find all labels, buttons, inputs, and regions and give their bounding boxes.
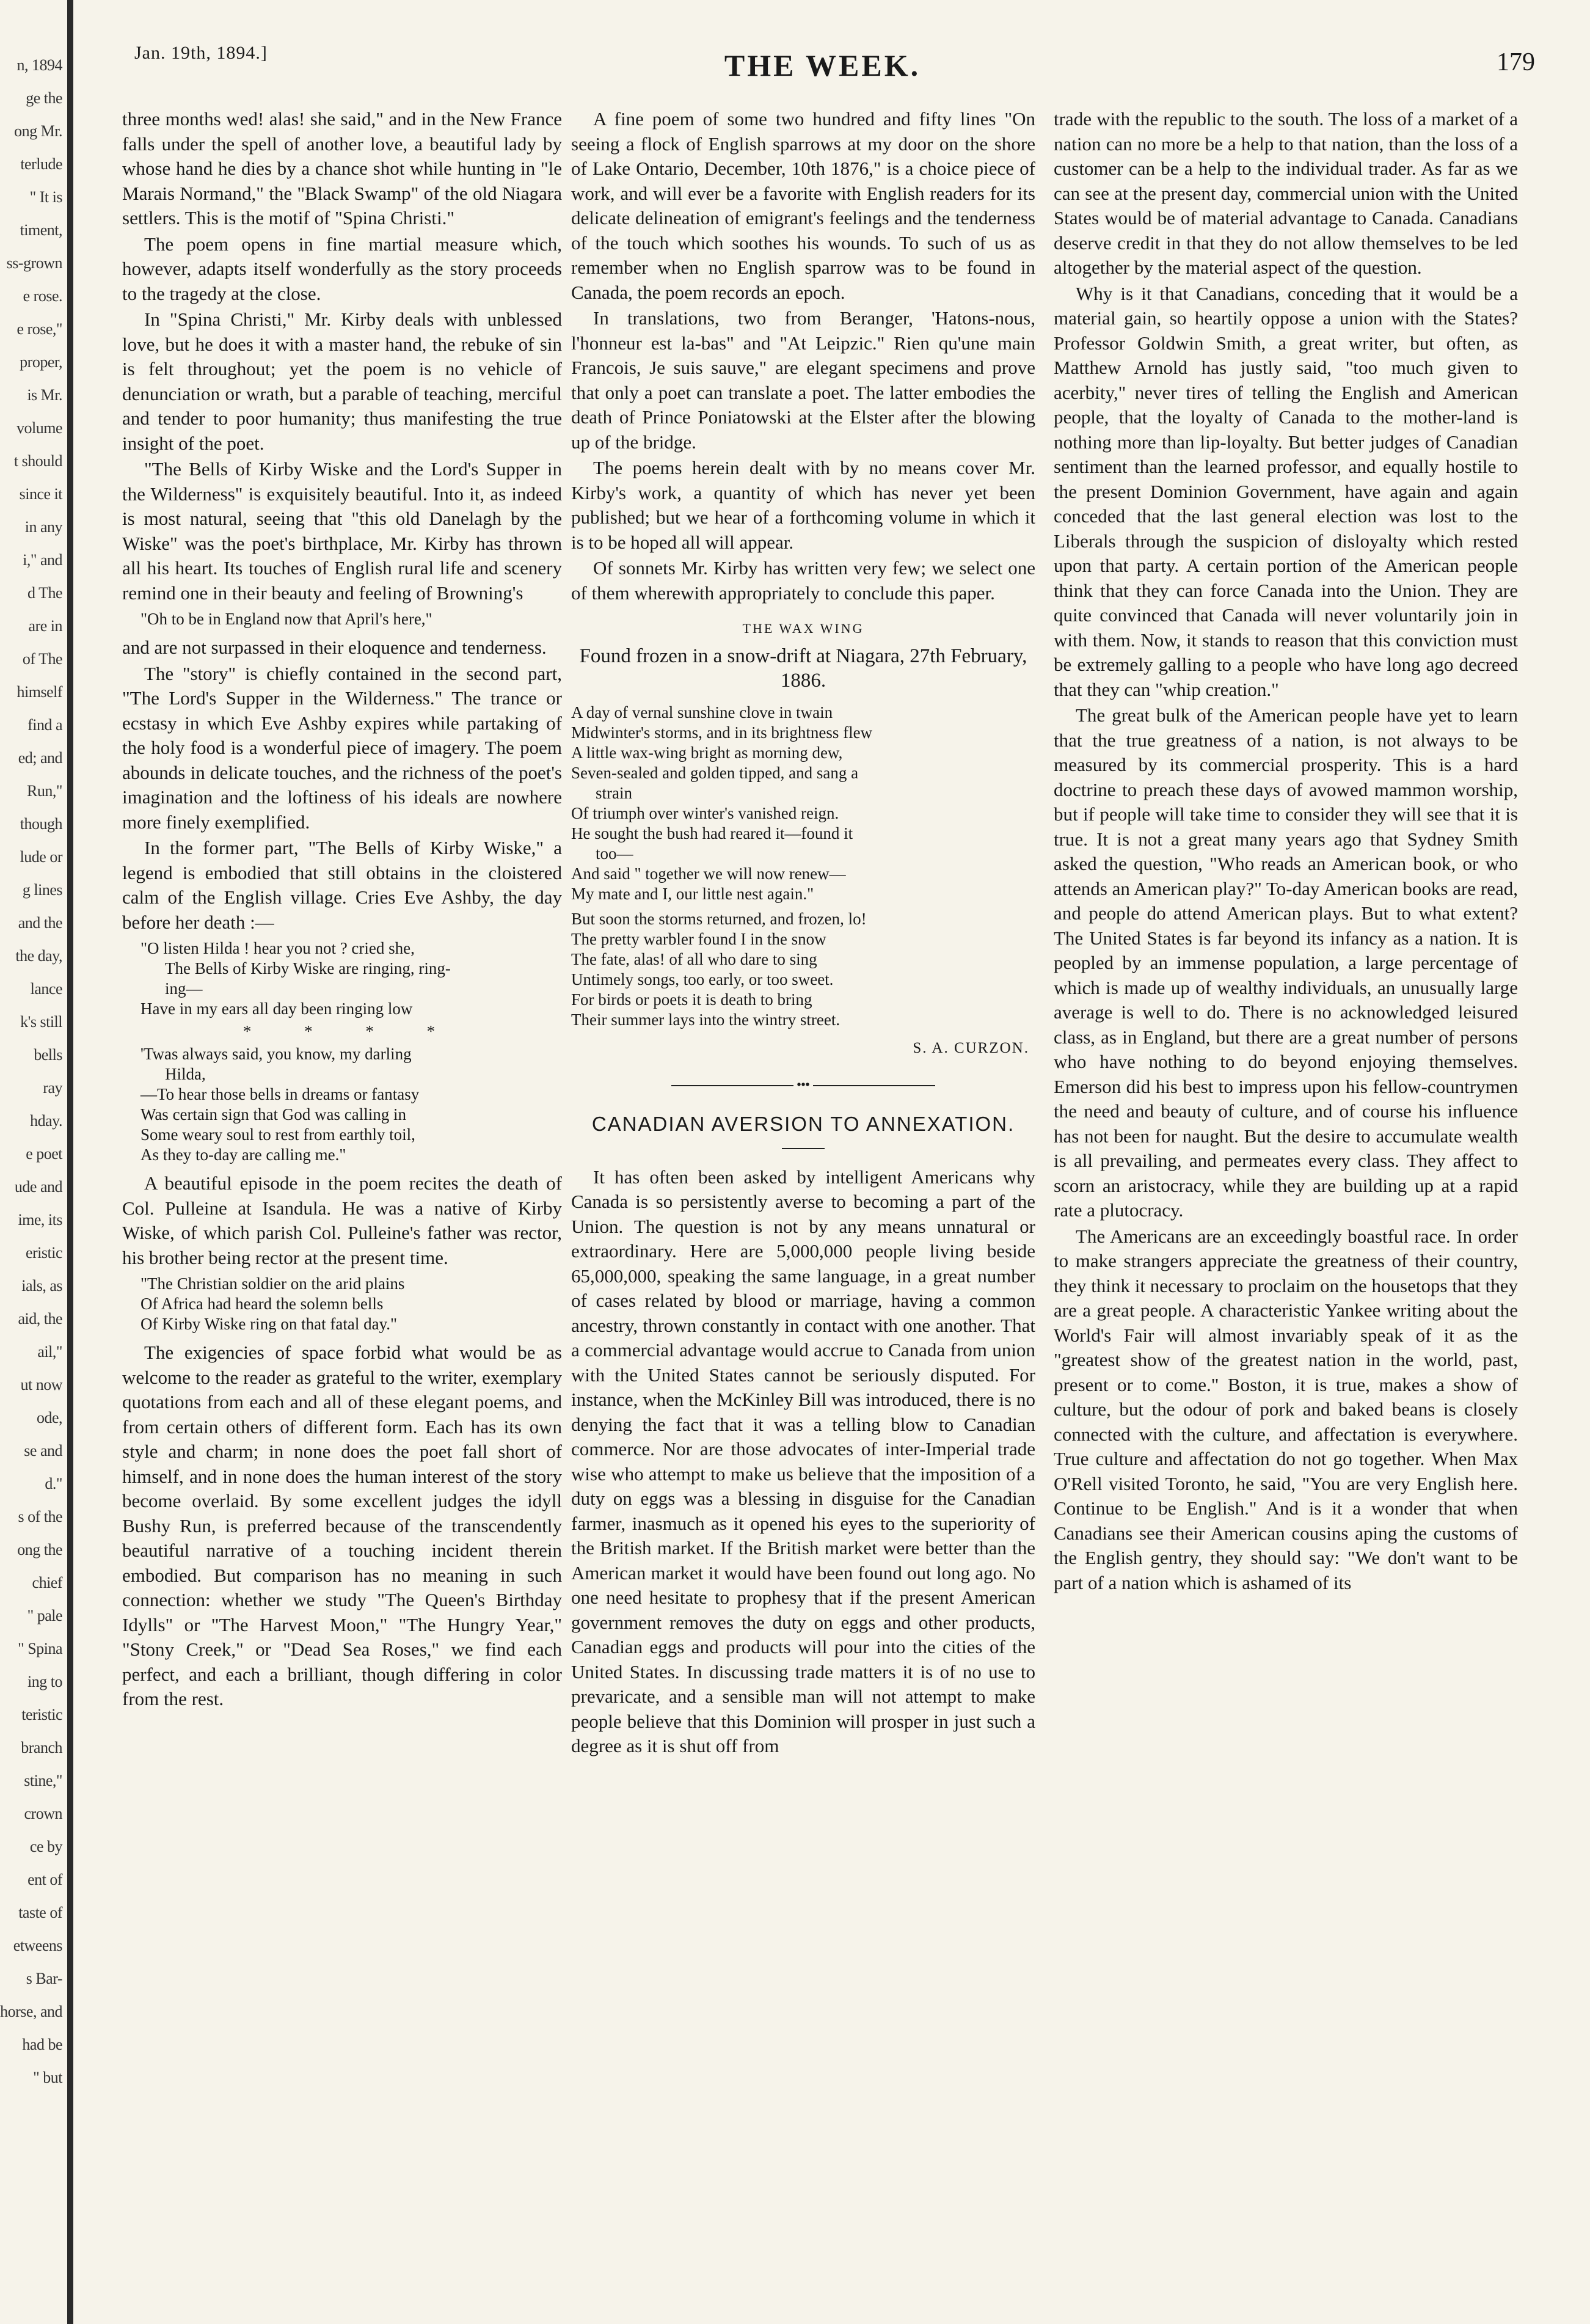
verse-line: ing— [165, 979, 203, 998]
verse-line: The Bells of Kirby Wiske are ringing, ring- [165, 959, 451, 977]
margin-fragment: ut now [20, 1376, 62, 1394]
verse-line: A little wax-wing bright as morning dew, [571, 743, 843, 762]
paragraph: The exigencies of space forbid what would be as welcome to the reader as grateful to the writer, exemplary quotations from each and all of these elegant poems, and from certain others of different form. Each has its own style and charm; in none does the poet fall short of himself, and in none does the human interest of the story become overlaid. By some excellent judges the idyll Bushy Run, is preferred because of the transcendently beautiful narrative of a touching incident therein embodied. But comparison has no meaning in such connection: whether we study "The Queen's Birthday Idylls" or "The Harvest Moon," "The Hungry Year," "Stony Creek," or "Dead Sea Roses," we find each perfect, and each a brilliant, though differing in color from the rest. [122, 1342, 562, 1709]
paragraph: The poem opens in fine martial measure which, however, adapts itself wonderfully as the story proceeds to the tragedy at the close. [122, 233, 562, 304]
verse-line: Have in my ears all day been ringing low [140, 999, 413, 1018]
issue-date: Jan. 19th, 1894.] [134, 43, 268, 63]
margin-fragment: e poet [26, 1145, 62, 1163]
verse-line: —To hear those bells in dreams or fantasy [140, 1085, 420, 1103]
margin-fragment: d The [27, 584, 62, 602]
quoted-line [140, 609, 562, 629]
margin-fragment: " pale [27, 1607, 62, 1624]
verse-line: Their summer lays into the wintry street. [571, 1010, 841, 1029]
paragraph: The poems herein dealt with by no means cover Mr. Kirby's work, a quantity of which has never yet been published; but we hear of a forthcoming volume in which it is to be hoped all will appear. [571, 457, 1035, 553]
margin-fragment: " It is [29, 188, 62, 206]
verse-block [140, 1274, 562, 1334]
paragraph: In translations, two from Beranger, 'Hatons-nous, l'honneur est la-bas" and "At Leipzic." Rien qu'une main Francois, Je suis sauve," are elegant specimens and prove that only a poet can translate a poet. The latter embodies the death of Prince Poniatowski at the Elster after the blowing up of the bridge. [571, 307, 1035, 453]
margin-fragment: are in [28, 617, 62, 635]
margin-fragment: etweens [13, 1937, 62, 1954]
margin-fragment: s of the [18, 1508, 62, 1526]
margin-fragment: ials, as [21, 1277, 62, 1295]
verse-block [140, 938, 562, 1165]
paragraph: The Americans are an exceedingly boastful race. In order to make strangers appreciate the greatness of their country, they think it necessary to proclaim on the housetops that they are a great people. A characteristic Yankee writing about the World's Fair will almost invariably speak of it as the "greatest show of the greatest nation in the world, past, present or to come." Boston, it is true, makes a show of culture, but the odour of pork and baked beans is closely connected with the culture, and affectation is everywhere. True culture and affectation do not go together. When Max O'Rell visited Toronto, he said, "You are very English here. Continue to be English." And is it a wonder that when Canadians see their American cousins aping the customs of the English gentry, they should say: "We don't want to be part of a nation which is ashamed of its [1054, 1225, 1518, 1593]
verse-line: Hilda, [165, 1065, 206, 1083]
margin-fragment: ong the [17, 1541, 62, 1558]
margin-fragment: in any [24, 518, 62, 536]
margin-fragment: crown [24, 1805, 62, 1822]
column-3 [1054, 107, 1518, 1596]
paragraph: "The Bells of Kirby Wiske and the Lord's Supper in the Wilderness" is exquisitely beautiful. Into it, as indeed is most natural, seeing that "this old Danelagh by the Wiske" was the poet's birthplace, Mr. Kirby has thrown all his heart. Its touches of English rural life and scenery remind one in their beauty and feeling of Browning's [122, 458, 562, 604]
margin-fragment: i," and [23, 551, 62, 569]
margin-fragment: " but [33, 2069, 62, 2086]
margin-fragment: since it [19, 485, 62, 503]
poem-subtitle: Found frozen in a snow-drift at Niagara, 27th February, 1886. [579, 645, 1027, 692]
margin-fragment: timent, [20, 221, 62, 239]
section-divider [571, 1073, 1035, 1098]
verse-line: But soon the storms returned, and frozen, lo! [571, 909, 867, 928]
margin-fragment: aid, the [18, 1310, 62, 1328]
margin-fragment: himself [16, 683, 62, 701]
verse-line: too— [596, 844, 633, 863]
margin-fragment: of The [22, 650, 62, 668]
column-2 [571, 107, 1035, 1760]
paragraph: A beautiful episode in the poem recites the death of Col. Pulleine at Isandula. He was a native of Kirby Wiske, of which parish Col. Pulleine's father was rector, his brother being rector at the present time. [122, 1172, 562, 1268]
verse-line: A day of vernal sunshine clove in twain [571, 703, 833, 722]
paragraph: trade with the republic to the south. The loss of a market of a nation can no more be a help to that nation, than the loss of a customer can be a help to the individual trader. As far as we can see at the present day, commercial union with the United States would be of material advantage to Canada. Canadians deserve credit in that they do not allow themselves to be led altogether by the material aspect of the question. [1054, 108, 1518, 278]
verse-line: strain [596, 783, 632, 802]
margin-fragment: though [20, 815, 62, 833]
margin-fragment: eristic [25, 1244, 62, 1262]
margin-fragment: ce by [29, 1838, 62, 1855]
margin-fragment: terlude [20, 155, 62, 173]
verse-line: Midwinter's storms, and in its brightness flew [571, 723, 873, 742]
margin-fragment: t should [13, 452, 62, 470]
paragraph: In the former part, "The Bells of Kirby Wiske," a legend is embodied that still obtains in the cloistered calm of the English village. Cries Eve Ashby, the day before her death :— [122, 837, 562, 933]
margin-fragment: ong Mr. [14, 122, 62, 140]
publication-title: THE WEEK. [724, 48, 921, 82]
verse-line: Seven-sealed and golden tipped, and sang a [571, 763, 859, 782]
verse-line: Untimely songs, too early, or too sweet. [571, 970, 834, 988]
section-stars: * * * * [243, 1022, 460, 1040]
margin-fragment: find a [27, 716, 62, 734]
paragraph: In "Spina Christi," Mr. Kirby deals with unblessed love, but he does it with a master hand, the rebuke of sin is felt throughout; yet the poem is no vehicle of denunciation or wrath, but a parable of teaching, merciful and tender to poor humanity; thus manifesting the true insight of the poet. [122, 309, 562, 454]
margin-fragment: and the [18, 914, 62, 932]
paragraph: It has often been asked by intelligent Americans why Canada is so persistently averse to becoming a part of the Union. The question is not by any means unnatural or extraordinary. Here are 5,000,000 people living beside 65,000,000, speaking the same language, in a great number of cases related by blood or marriage, having a common ancestry, thrown constantly in contact with one another. That a commercial advantage would accrue to Canada from union with the United States cannot be seriously disputed. For instance, when the McKinley Bill was introduced, there is no denying the fact that it was a telling blow to Canadian commerce. Nor are those advocates of inter-Imperial trade wise who attempt to make us believe that the imposition of a duty on eggs was a blessing in disguise for the Canadian farmer, inasmuch as it opened his eyes to the superiority of the British market. If the British market were better than the American market it would have been found out long ago. No one need hesitate to prophesy that if the present American government removes the duty on eggs and other products, Canadian eggs and products will pour into the cities of the United States. In discussing trade matters it is of no use to prevaricate, and a sensible man will not attempt to make people believe that this Dominion will prosper in just such a degree as it is shut off from [571, 1166, 1035, 1756]
margin-fragment: ss-grown [6, 254, 62, 272]
margin-fragment: taste of [18, 1904, 62, 1921]
verse-line: Of Africa had heard the solemn bells [140, 1295, 384, 1313]
margin-fragment: g lines [22, 881, 62, 899]
page-number: 179 [1497, 48, 1535, 76]
margin-fragment: bells [34, 1046, 62, 1064]
margin-fragment: teristic [21, 1706, 62, 1723]
margin-fragment: d." [45, 1475, 62, 1493]
margin-fragment: e rose," [16, 320, 62, 338]
paragraph: and are not surpassed in their eloquence and tenderness. [122, 637, 547, 658]
column-1 [122, 107, 562, 1713]
verse-line: "Oh to be in England now that April's here," [140, 610, 432, 628]
verse-line: Of Kirby Wiske ring on that fatal day." [140, 1315, 398, 1333]
margin-fragment: e rose. [23, 287, 62, 305]
verse-line: "O listen Hilda ! hear you not ? cried she, [140, 939, 415, 957]
margin-fragment: lance [30, 980, 62, 998]
margin-fragment: k's still [20, 1013, 62, 1031]
verse-line: The pretty warbler found I in the snow [571, 929, 826, 948]
margin-fragment: is Mr. [27, 386, 62, 404]
margin-fragment: ed; and [18, 749, 62, 767]
margin-fragment: hday. [30, 1112, 62, 1130]
margin-fragment: ent of [27, 1871, 62, 1888]
margin-fragment: ail," [37, 1343, 62, 1361]
margin-fragment: the day, [15, 947, 62, 965]
verse-line: For birds or poets it is death to bring [571, 990, 812, 1009]
paragraph: Of sonnets Mr. Kirby has written very few; we select one of them wherewith appropriately to conclude this paper. [571, 557, 1035, 604]
verse-line: "The Christian soldier on the arid plains [140, 1274, 405, 1293]
margin-fragment: horse, and [0, 2003, 62, 2020]
margin-fragment: had be [22, 2036, 62, 2053]
margin-fragment: " Spina [18, 1640, 62, 1657]
margin-fragment: volume [16, 419, 62, 437]
paragraph: A fine poem of some two hundred and fifty lines "On seeing a flock of English sparrows at my door on the shore of Lake Ontario, December, 10th 1876," is a choice piece of work, and will ever be a favorite with English readers for its delicate delineation of emigrant's feelings and the tenderness of the touch which soothes his wounds. To such of us as remember when no English sparrow was to be found in Canada, the poem records an epoch. [571, 108, 1035, 303]
verse-line: And said " together we will now renew— [571, 864, 846, 883]
margin-fragment: ge the [26, 89, 62, 107]
margin-fragment: n, 1894 [16, 56, 62, 74]
page-header [110, 43, 1535, 98]
verse-line: Some weary soul to rest from earthly toil, [140, 1125, 415, 1144]
margin-fragment: stine," [24, 1772, 62, 1789]
margin-fragment: Run," [27, 782, 62, 800]
author-signature: S. A. CURZON. [913, 1039, 1029, 1056]
title-rule [782, 1148, 825, 1149]
paragraph: The great bulk of the American people have yet to learn that the true greatness of a nation, is not always to be measured by its commercial prosperity. This is a hard doctrine to preach these days of avowed mammon worship, but if people will take time to consider they will see that it is true. It is not a great many years ago that Sydney Smith asked the question, "Who reads an American book, or who attends an American play?" To-day American books are read, and people do attend American plays. But to what extent? The United States is far beyond its infancy as a nation. It is peopled by an immense population, a large percentage of which is made up of wealthy individuals, an unusually large average is well to do. There is no acknowledged leisured class, as in England, but there are a great number of persons who have nothing to do beyond enjoying themselves. Emerson did his best to impress upon his fellow-countrymen the need and beauty of culture, and of course his influence has not been for naught. But the desire to accumulate wealth is all prevailing, and permeates every class. They affect to scorn an aristocracy, while they are building up at a rapid rate a plutocracy. [1054, 704, 1518, 1221]
margin-fragment: lude or [20, 848, 62, 866]
margin-fragment: ing to [27, 1673, 62, 1690]
verse-line: My mate and I, our little nest again." [571, 884, 814, 903]
margin-fragment: proper, [20, 353, 62, 371]
margin-fragment: chief [32, 1574, 62, 1591]
verse-line: The fate, alas! of all who dare to sing [571, 949, 817, 968]
margin-fragment: ode, [36, 1409, 62, 1427]
paragraph: three months wed! alas! she said," and in the New France falls under the spell of another love, a beautiful lady by whose hand he dies by a chance shot while hunting in "le Marais Normand," the "Black Swamp" of the old Niagara settlers. This is the motif of "Spina Christi." [122, 108, 562, 228]
margin-fragment: ime, its [18, 1211, 62, 1229]
verse-line: As they to-day are calling me." [140, 1146, 346, 1164]
divider-ornament: ••• [797, 1078, 810, 1092]
verse-line: Of triumph over winter's vanished reign. [571, 803, 839, 822]
paragraph: The "story" is chiefly contained in the second part, "The Lord's Supper in the Wilderness." The trance or ecstasy in which Eve Ashby expires while partaking of the holy food is a wonderful piece of imagery. The poem abounds in delicate touches, and the richness of the poet's imagination and the loftiness of his ideals are nowhere more finely exemplified. [122, 662, 562, 833]
section-title: CANADIAN AVERSION TO ANNEXATION. [591, 1112, 1015, 1135]
poem-title: THE WAX WING [742, 621, 864, 636]
margin-fragment: ray [43, 1079, 62, 1097]
margin-fragment: ude and [14, 1178, 62, 1196]
margin-fragment: se and [24, 1442, 62, 1460]
verse-line: 'Twas always said, you know, my darling [140, 1045, 412, 1063]
adjacent-page-margin [0, 0, 73, 2324]
verse-line: He sought the bush had reared it—found it [571, 824, 853, 842]
sonnet [571, 703, 1035, 1030]
paragraph: Why is it that Canadians, conceding that it would be a material gain, so heartily oppose a union with the States? Professor Goldwin Smith, a great writer, but often, as Matthew Arnold has justly said, "too much given to acerbity," never tires of telling the English and American people, that the loyalty of Canada to the mother-land is nothing more than lip-loyalty. But better judges of Canadian sentiment than the learned professor, and equally hostile to the present Dominion Government, have again and again conceded that the last general election was lost to the Liberals through the suspicion of disloyalty which rested upon that party. A certain portion of the American people think that they can force Canada into the Union. They are quite convinced that Canada will never voluntarily join in with them. Now, it stands to reason that this conviction must be extremely galling to a people who have long ago decreed that they can "whip creation." [1054, 282, 1518, 700]
margin-fragment: branch [21, 1739, 62, 1756]
verse-line: Was certain sign that God was calling in [140, 1105, 406, 1124]
margin-fragment: s Bar- [26, 1970, 62, 1987]
